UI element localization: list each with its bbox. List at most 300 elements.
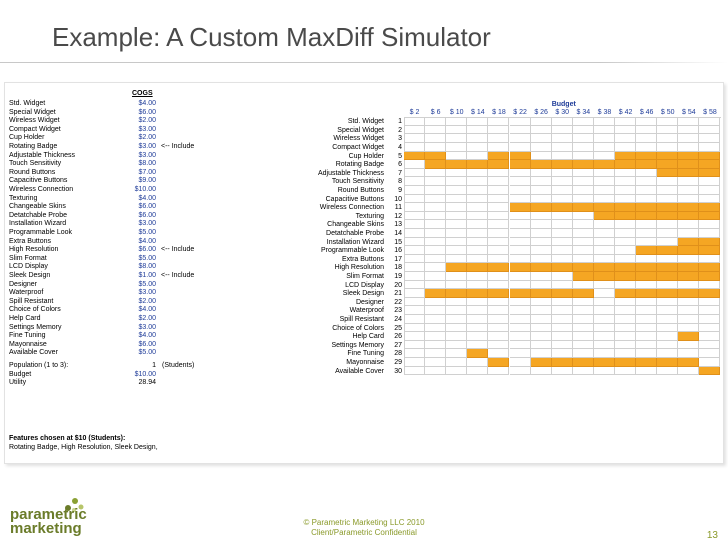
grid-row-label: Programmable Look (320, 247, 384, 255)
feature-name: Round Buttons (9, 168, 56, 176)
grid-cell (488, 238, 509, 247)
feature-name: Compact Widget (9, 125, 61, 133)
grid-cell (615, 169, 636, 178)
grid-cell (594, 281, 615, 290)
grid-cell (446, 117, 467, 126)
grid-cell (678, 117, 699, 126)
grid-cell (467, 229, 488, 238)
grid-cell-selected (573, 272, 594, 281)
grid-cell (404, 315, 425, 324)
grid-cell (552, 255, 573, 264)
grid-cell-selected (657, 160, 678, 169)
feature-name: Programmable Look (9, 229, 73, 236)
grid-cell (552, 134, 573, 143)
grid-cell (531, 246, 552, 255)
grid-cell (404, 203, 425, 212)
grid-cell (488, 195, 509, 204)
grid-cell (446, 281, 467, 290)
grid-cell-selected (678, 289, 699, 298)
grid-cell (425, 169, 446, 178)
grid-cell-selected (636, 358, 657, 367)
logo-line2: marketing (10, 520, 82, 537)
grid-cell (594, 169, 615, 178)
grid-cell-selected (699, 152, 720, 161)
grid-cell-selected (552, 203, 573, 212)
grid-cell (446, 212, 467, 221)
grid-row-number: 7 (398, 169, 402, 177)
grid-row-label: Touch Sensitivity (331, 178, 384, 186)
grid-cell-selected (636, 246, 657, 255)
grid-cell (594, 195, 615, 204)
grid-cell-selected (573, 263, 594, 272)
grid-row-number: 19 (394, 273, 402, 280)
grid-cell (573, 229, 594, 238)
grid-cell (615, 134, 636, 143)
grid-cell (488, 177, 509, 186)
grid-cell-selected (678, 203, 699, 212)
grid-cell (594, 298, 615, 307)
grid-cell (636, 169, 657, 178)
grid-row-label: Slim Format (346, 273, 384, 280)
grid-cell (446, 332, 467, 341)
grid-cell (446, 358, 467, 367)
grid-cell (510, 272, 531, 281)
grid-cell (425, 203, 446, 212)
feature-cost: $3.00 (138, 323, 156, 331)
grid-cell (657, 195, 678, 204)
grid-cell (467, 134, 488, 143)
grid-cell-selected (446, 263, 467, 272)
grid-row-label: Capacitive Buttons (325, 195, 384, 203)
grid-cell-selected (552, 358, 573, 367)
grid-cell (446, 298, 467, 307)
grid-row-number: 14 (394, 230, 402, 237)
grid-cell (552, 169, 573, 178)
feature-name: Designer (9, 280, 38, 288)
grid-cell-selected (594, 263, 615, 272)
grid-cell (404, 341, 425, 350)
feature-cost: $1.00 (138, 272, 156, 279)
grid-cell (615, 220, 636, 229)
grid-cell-selected (699, 238, 720, 247)
grid-cell (531, 324, 552, 333)
grid-cell (678, 324, 699, 333)
grid-cell (615, 126, 636, 135)
grid-cell (531, 195, 552, 204)
grid-cell (657, 315, 678, 324)
grid-cell-selected (594, 160, 615, 169)
grid-cell (467, 324, 488, 333)
page-number: 13 (706, 530, 718, 541)
grid-cell-selected (699, 263, 720, 272)
grid-cell (636, 281, 657, 290)
grid-cell (425, 332, 446, 341)
grid-cell (699, 126, 720, 135)
grid-cell (467, 212, 488, 221)
grid-cell-selected (488, 289, 509, 298)
grid-row-label: Adjustable Thickness (317, 169, 384, 177)
grid-cell (636, 341, 657, 350)
feature-cost: $6.00 (138, 340, 156, 348)
grid-cell (636, 332, 657, 341)
grid-cell (510, 255, 531, 264)
grid-cell-selected (678, 212, 699, 221)
grid-cell (636, 134, 657, 143)
grid-cell (488, 255, 509, 264)
grid-cell (404, 306, 425, 315)
grid-cell (488, 367, 509, 376)
slide-title: Example: A Custom MaxDiff Simulator (52, 22, 491, 52)
grid-cell (615, 229, 636, 238)
grid-cell (552, 195, 573, 204)
grid-cell (488, 281, 509, 290)
grid-cell (531, 220, 552, 229)
title-rule (0, 62, 600, 63)
grid-cell (488, 246, 509, 255)
grid-cell-selected (531, 358, 552, 367)
grid-cell (657, 367, 678, 376)
grid-cell (594, 349, 615, 358)
grid-cell-selected (699, 203, 720, 212)
feature-cost: $3.00 (138, 143, 156, 150)
grid-cell (467, 272, 488, 281)
grid-cell (636, 195, 657, 204)
grid-cell (594, 117, 615, 126)
grid-cell (615, 306, 636, 315)
grid-row-number: 25 (394, 324, 402, 332)
grid-cell (699, 117, 720, 126)
feature-name: Spill Resistant (9, 297, 54, 305)
feature-name: Touch Sensitivity (9, 160, 62, 168)
grid-cell (446, 349, 467, 358)
grid-cell-selected (594, 358, 615, 367)
utility-value: 28.94 (138, 379, 156, 387)
grid-cell (488, 134, 509, 143)
grid-cell (657, 177, 678, 186)
population-note: (Students) (162, 362, 195, 369)
grid-row-label: Mayonnaise (346, 359, 384, 366)
grid-cell (657, 349, 678, 358)
grid-cell (467, 246, 488, 255)
grid-cell (657, 341, 678, 350)
grid-cell (594, 324, 615, 333)
grid-cell-selected (510, 263, 531, 272)
feature-cost: $2.00 (138, 117, 156, 125)
feature-cost: $3.00 (138, 125, 156, 133)
grid-cell (615, 298, 636, 307)
price-point-header: $ 46 (639, 108, 654, 116)
grid-cell-selected (615, 212, 636, 221)
feature-name: Help Card (9, 315, 41, 322)
grid-cell (636, 220, 657, 229)
grid-cell (615, 324, 636, 333)
grid-cell (510, 246, 531, 255)
grid-cell (657, 126, 678, 135)
grid-cell (488, 203, 509, 212)
grid-cell (552, 341, 573, 350)
grid-cell (657, 134, 678, 143)
chosen-label: Features chosen at $10 (Students): (9, 435, 126, 442)
grid-cell-selected (467, 160, 488, 169)
grid-cell-selected (510, 203, 531, 212)
grid-cell (404, 246, 425, 255)
grid-cell (425, 229, 446, 238)
feature-name: Choice of Colors (9, 306, 61, 314)
grid-cell (636, 229, 657, 238)
grid-cell (678, 306, 699, 315)
grid-cell (510, 332, 531, 341)
grid-cell (488, 169, 509, 178)
grid-row-label: LCD Display (345, 281, 384, 289)
grid-cell-selected (552, 263, 573, 272)
grid-cell-selected (425, 289, 446, 298)
grid-cell (594, 152, 615, 161)
feature-name: Settings Memory (9, 323, 62, 331)
feature-name: Rotating Badge (9, 143, 58, 150)
grid-cell-selected (615, 152, 636, 161)
grid-cell (510, 281, 531, 290)
grid-row-label: Settings Memory (331, 341, 384, 349)
grid-cell-selected (678, 152, 699, 161)
grid-cell (531, 238, 552, 247)
grid-cell (594, 289, 615, 298)
grid-cell-selected (636, 152, 657, 161)
grid-cell-selected (510, 152, 531, 161)
feature-cost: $3.00 (138, 151, 156, 159)
grid-cell (404, 177, 425, 186)
grid-cell (425, 195, 446, 204)
grid-cell (488, 117, 509, 126)
grid-cell-selected (531, 289, 552, 298)
grid-cell (510, 177, 531, 186)
grid-cell (657, 332, 678, 341)
grid-row-number: 17 (394, 255, 402, 263)
grid-row-number: 26 (394, 333, 402, 341)
grid-row-label: Wireless Connection (319, 204, 384, 212)
grid-cell (573, 126, 594, 135)
grid-cell (404, 255, 425, 264)
grid-cell (594, 367, 615, 376)
grid-cell (678, 255, 699, 264)
grid-row-number: 8 (398, 178, 402, 186)
grid-cell (615, 367, 636, 376)
feature-cost: $4.00 (138, 306, 156, 314)
grid-row-label: Fine Tuning (347, 350, 384, 358)
grid-cell (573, 298, 594, 307)
grid-cell (678, 143, 699, 152)
grid-row-number: 18 (394, 264, 402, 272)
grid-cell (467, 332, 488, 341)
grid-row-label: Cup Holder (348, 152, 384, 160)
grid-cell (467, 195, 488, 204)
grid-cell (552, 186, 573, 195)
grid-cell (531, 152, 552, 161)
grid-row-label: Designer (355, 298, 384, 306)
grid-cell (699, 186, 720, 195)
grid-cell (594, 177, 615, 186)
grid-cell (488, 220, 509, 229)
grid-row-label: Extra Buttons (341, 255, 384, 263)
feature-cost: $2.00 (138, 297, 156, 305)
feature-cost: $8.00 (138, 160, 156, 168)
grid-cell (446, 169, 467, 178)
grid-cell-selected (446, 289, 467, 298)
grid-cell (657, 229, 678, 238)
grid-cell (573, 152, 594, 161)
grid-cell (552, 298, 573, 307)
feature-cost: $5.00 (138, 254, 156, 262)
grid-cell (531, 169, 552, 178)
grid-cell (446, 126, 467, 135)
grid-cell (678, 367, 699, 376)
grid-cell (531, 367, 552, 376)
grid-cell (573, 349, 594, 358)
grid-cell (467, 143, 488, 152)
grid-cell (615, 281, 636, 290)
grid-cell (531, 255, 552, 264)
grid-cell (404, 229, 425, 238)
grid-cell (488, 332, 509, 341)
grid-row-number: 22 (394, 298, 402, 306)
grid-cell-selected (467, 289, 488, 298)
price-point-header: $ 18 (492, 108, 506, 116)
grid-cell (446, 220, 467, 229)
feature-cost: $6.00 (138, 203, 156, 211)
grid-cell (404, 160, 425, 169)
price-point-header: $ 54 (682, 108, 696, 116)
grid-cell (446, 134, 467, 143)
feature-cost: $4.00 (138, 100, 156, 107)
price-point-header: $ 30 (555, 108, 570, 116)
grid-cell (552, 238, 573, 247)
grid-cell (404, 195, 425, 204)
grid-cell (467, 315, 488, 324)
feature-name: Available Cover (9, 349, 58, 357)
grid-cell (531, 134, 552, 143)
grid-cell (510, 229, 531, 238)
include-note: <-- Include (161, 143, 195, 150)
grid-cell (467, 341, 488, 350)
grid-cell (404, 349, 425, 358)
feature-name: Slim Format (9, 254, 47, 262)
grid-cell-selected (678, 160, 699, 169)
grid-cell (446, 203, 467, 212)
grid-cell (699, 332, 720, 341)
grid-cell (404, 263, 425, 272)
grid-row-label: High Resolution (334, 264, 384, 272)
grid-cell (467, 255, 488, 264)
grid-row-number: 12 (394, 212, 402, 220)
feature-name: Adjustable Thickness (9, 151, 76, 159)
grid-cell (425, 349, 446, 358)
grid-cell (446, 186, 467, 195)
grid-cell (446, 255, 467, 264)
grid-cell (510, 324, 531, 333)
grid-cell-selected (467, 263, 488, 272)
grid-cell (636, 177, 657, 186)
chosen-value: Rotating Badge, High Resolution, Sleek Design, (9, 444, 158, 451)
grid-cell (573, 238, 594, 247)
budget-label: Budget (9, 370, 32, 378)
grid-cell (425, 358, 446, 367)
grid-cell (446, 341, 467, 350)
grid-cell (699, 349, 720, 358)
grid-cell (615, 246, 636, 255)
grid-cell (446, 246, 467, 255)
grid-cell-selected (657, 152, 678, 161)
grid-cell (678, 134, 699, 143)
feature-name: Special Widget (9, 108, 56, 116)
grid-cell (699, 315, 720, 324)
grid-cell (594, 126, 615, 135)
grid-cell (678, 281, 699, 290)
grid-row-label: Spill Resistant (339, 316, 384, 323)
grid-cell (488, 315, 509, 324)
grid-cell-selected (573, 160, 594, 169)
grid-cell (510, 220, 531, 229)
grid-cell (488, 306, 509, 315)
grid-cell (573, 143, 594, 152)
grid-cell-selected (657, 358, 678, 367)
feature-name: Changeable Skins (9, 203, 66, 211)
grid-cell (573, 177, 594, 186)
grid-cell (657, 306, 678, 315)
grid-cell (425, 341, 446, 350)
grid-cell (552, 324, 573, 333)
grid-cell (425, 177, 446, 186)
grid-cell-selected (657, 272, 678, 281)
grid-cell-selected (678, 169, 699, 178)
grid-cell (425, 324, 446, 333)
grid-cell (657, 220, 678, 229)
grid-cell-selected (657, 289, 678, 298)
feature-cost: $10.00 (134, 186, 156, 193)
price-point-header: $ 10 (449, 108, 464, 116)
price-point-header: $ 14 (471, 108, 485, 116)
grid-cell (615, 117, 636, 126)
grid-cell (404, 212, 425, 221)
grid-cell (552, 126, 573, 135)
price-point-header: $ 50 (660, 108, 675, 116)
grid-cell (699, 324, 720, 333)
grid-cell (467, 238, 488, 247)
grid-cell (594, 332, 615, 341)
grid-cell (404, 117, 425, 126)
grid-cell (699, 281, 720, 290)
grid-cell-selected (699, 289, 720, 298)
grid-row-number: 30 (394, 367, 402, 375)
grid-cell (636, 255, 657, 264)
grid-cell-selected (615, 263, 636, 272)
grid-cell (425, 315, 446, 324)
feature-name: Fine Tuning (9, 332, 46, 340)
grid-cell (488, 298, 509, 307)
grid-cell (636, 126, 657, 135)
grid-cell (573, 246, 594, 255)
grid-cell (552, 332, 573, 341)
price-point-header: $ 2 (409, 108, 420, 116)
grid-cell (425, 246, 446, 255)
grid-cell-selected (573, 358, 594, 367)
grid-cell (510, 186, 531, 195)
grid-cell (573, 186, 594, 195)
grid-row-number: 27 (394, 341, 402, 349)
grid-cell (531, 272, 552, 281)
price-point-header: $ 42 (618, 108, 633, 116)
grid-cell (510, 195, 531, 204)
grid-row-label: Compact Widget (332, 144, 384, 151)
grid-cell-selected (615, 272, 636, 281)
